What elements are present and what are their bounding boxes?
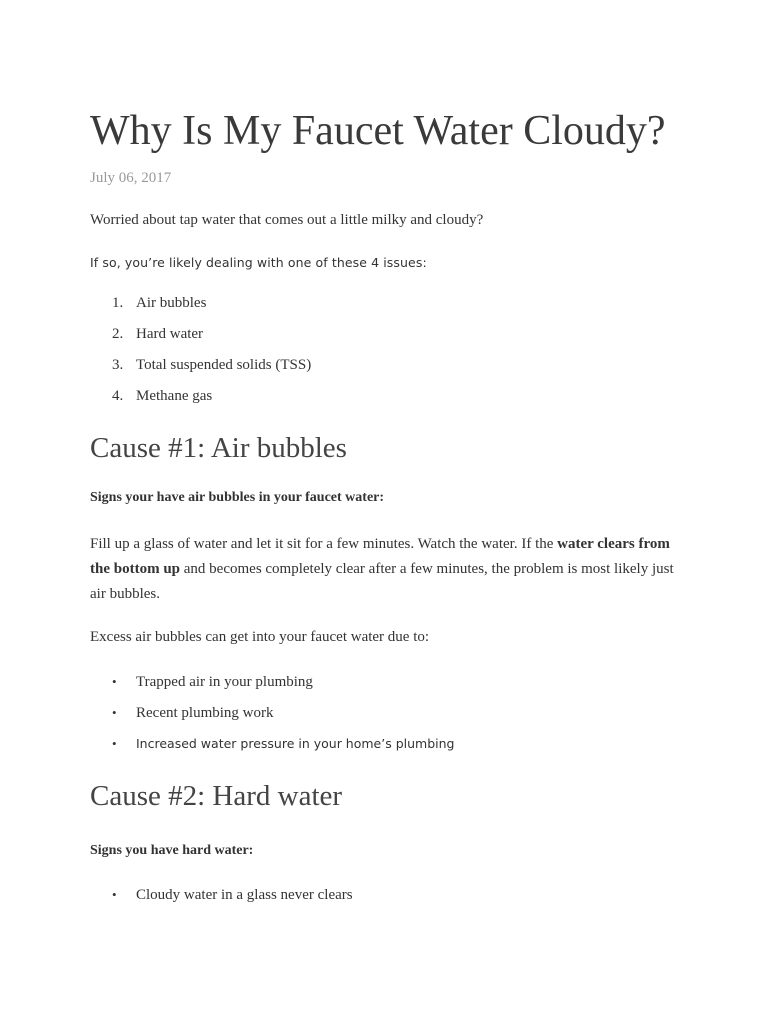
- list-item: [90, 293, 678, 313]
- paragraph-text: Fill up a glass of water and let it sit for a few minutes. Watch the water. If the: [90, 536, 558, 552]
- list-item: [90, 355, 678, 375]
- list-item: [90, 734, 678, 754]
- lead-in-paragraph: If so, you’re likely dealing with one of these 4 issues:: [90, 255, 427, 270]
- bold-phrase: water clears from the bottom up: [90, 536, 670, 577]
- list-item-text: Air bubbles: [136, 295, 207, 311]
- list-number: 4.: [112, 388, 124, 404]
- excess-air-paragraph: Excess air bubbles can get into your faucet water due to:: [90, 629, 430, 645]
- bullet-icon: •: [112, 705, 117, 720]
- publish-date: July 06, 2017: [90, 170, 172, 186]
- list-item-text: Total suspended solids (TSS): [136, 357, 312, 373]
- list-item: [90, 324, 678, 344]
- list-number: 1.: [112, 295, 124, 311]
- bullet-icon: •: [112, 674, 117, 689]
- list-number: 2.: [112, 326, 124, 342]
- list-item: [90, 885, 678, 905]
- signs-heading-cause-2: Signs you have hard water:: [90, 843, 254, 858]
- list-item-text: Trapped air in your plumbing: [136, 674, 313, 690]
- paragraph-text: and becomes completely clear after a few minutes, the problem is most likely just air bubbles.: [90, 561, 674, 602]
- section-heading-cause-2: Cause #2: Hard water: [90, 780, 343, 812]
- list-item-text: Increased water pressure in your home’s plumbing: [136, 736, 455, 751]
- list-item-text: Cloudy water in a glass never clears: [136, 887, 353, 903]
- issues-list: [90, 293, 678, 406]
- list-item: [90, 703, 678, 723]
- list-item-text: Methane gas: [136, 388, 213, 404]
- list-item-text: Hard water: [136, 326, 204, 342]
- article-title: Why Is My Faucet Water Cloudy?: [90, 108, 666, 154]
- air-bubble-reasons-list: [90, 672, 678, 754]
- list-item-text: Recent plumbing work: [136, 705, 274, 721]
- list-number: 3.: [112, 357, 124, 373]
- section-heading-cause-1: Cause #1: Air bubbles: [90, 432, 347, 464]
- list-item: [90, 672, 678, 692]
- intro-paragraph: Worried about tap water that comes out a little milky and cloudy?: [90, 212, 484, 228]
- bullet-icon: •: [112, 887, 117, 902]
- hard-water-signs-list: [90, 885, 678, 905]
- list-item: [90, 386, 678, 406]
- signs-heading-cause-1: Signs your have air bubbles in your faucet water:: [90, 490, 385, 505]
- air-bubbles-test-paragraph: [90, 532, 678, 607]
- bullet-icon: •: [112, 736, 117, 751]
